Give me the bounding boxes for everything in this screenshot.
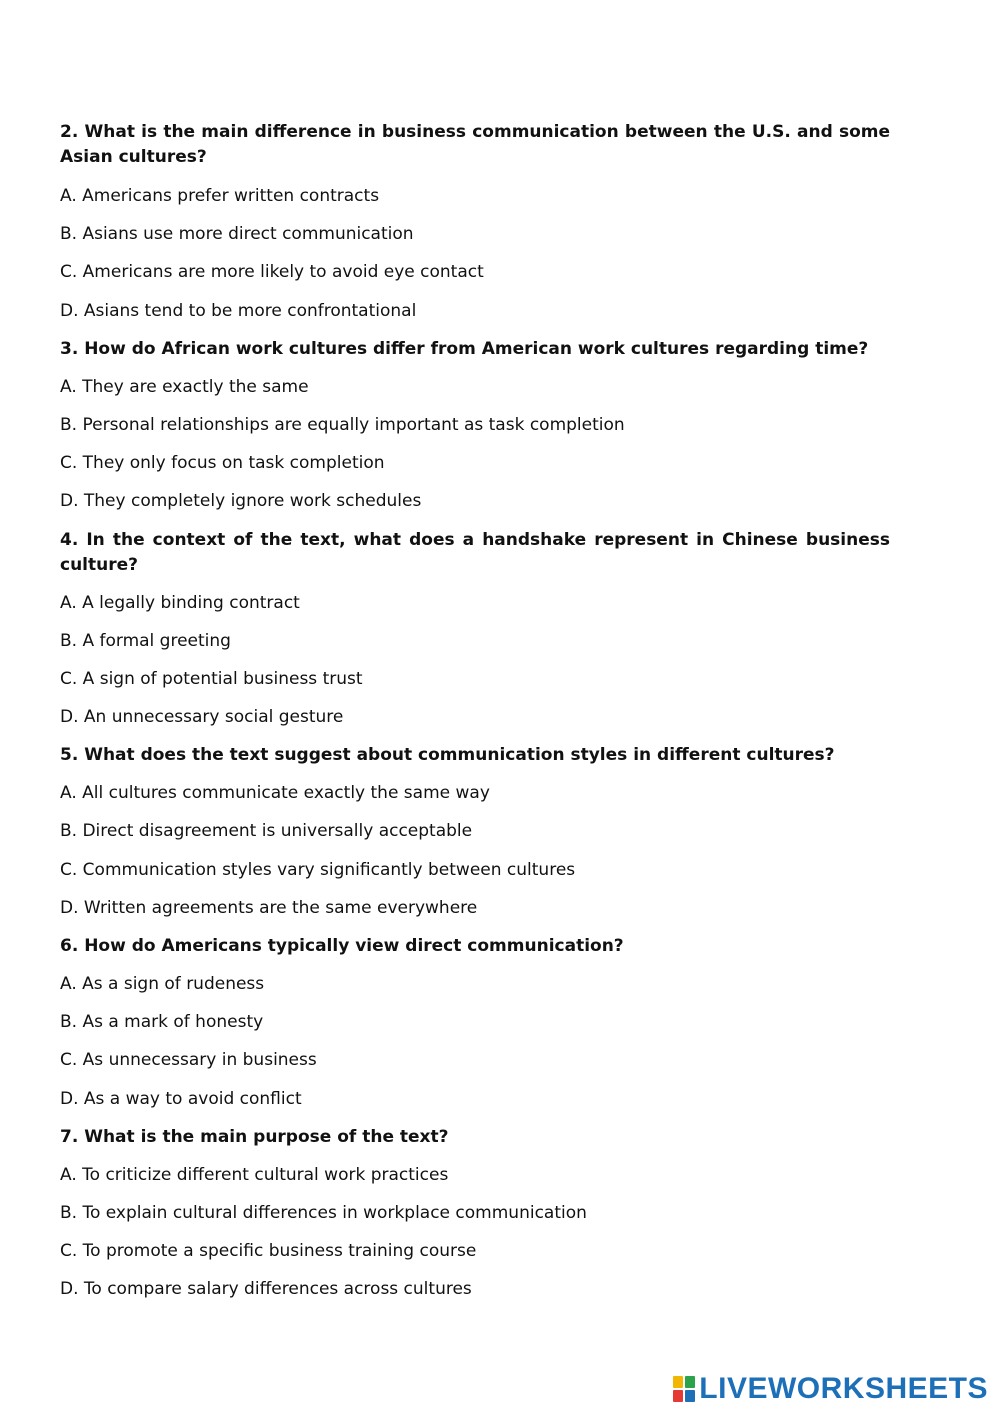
- question-5-option-c[interactable]: C. Communication styles vary significantly between cultures: [60, 859, 576, 880]
- question-6-option-b[interactable]: B. As a mark of honesty: [60, 1012, 264, 1033]
- question-2-option-b[interactable]: B. Asians use more direct communication: [60, 224, 414, 245]
- logo-square-green: [685, 1376, 695, 1388]
- question-3-option-d[interactable]: D. They completely ignore work schedules: [60, 491, 422, 512]
- question-7-text: 7. What is the main purpose of the text?: [60, 1126, 449, 1147]
- question-4-option-c[interactable]: C. A sign of potential business trust: [60, 668, 363, 689]
- logo-square-red: [673, 1390, 683, 1402]
- question-7-block: [60, 1125, 890, 1303]
- question-4-block: [60, 528, 890, 731]
- logo-square-yellow: [673, 1376, 683, 1388]
- question-2-option-a[interactable]: A. Americans prefer written contracts: [60, 186, 380, 206]
- question-2-option-c[interactable]: C. Americans are more likely to avoid eye contact: [60, 262, 484, 283]
- question-7-option-b[interactable]: B. To explain cultural differences in workplace communication: [60, 1202, 587, 1223]
- question-6-block: [60, 934, 890, 1112]
- question-4-option-b[interactable]: B. A formal greeting: [60, 630, 231, 651]
- question-4-option-a[interactable]: A. A legally binding contract: [60, 592, 300, 613]
- question-7-option-a[interactable]: A. To criticize different cultural work practices: [60, 1164, 449, 1185]
- worksheet-page: [60, 120, 890, 1316]
- liveworksheets-logo-text: LIVEWORKSHEETS: [699, 1372, 988, 1405]
- logo-square-blue: [685, 1390, 695, 1402]
- question-6-option-a[interactable]: A. As a sign of rudeness: [60, 974, 265, 994]
- liveworksheets-logo-icon: [673, 1376, 695, 1402]
- question-7-option-c[interactable]: C. To promote a specific business training course: [60, 1241, 477, 1262]
- question-5-option-d[interactable]: D. Written agreements are the same everywhere: [60, 897, 478, 918]
- question-3-text: 3. How do African work cultures differ from American work cultures regarding time?: [60, 338, 869, 359]
- question-7-option-d[interactable]: D. To compare salary differences across cultures: [60, 1279, 472, 1300]
- question-5-option-a[interactable]: A. All cultures communicate exactly the same way: [60, 783, 490, 804]
- question-4-text: 4. In the context of the text, what does a handshake represent in Chinese business culture?: [60, 529, 890, 575]
- question-3-block: [60, 337, 890, 515]
- question-4-option-d[interactable]: D. An unnecessary social gesture: [60, 707, 344, 728]
- liveworksheets-logo: [673, 1372, 988, 1406]
- question-2-option-d[interactable]: D. Asians tend to be more confrontational: [60, 300, 417, 321]
- question-6-text: 6. How do Americans typically view direct communication?: [60, 936, 624, 956]
- question-5-block: [60, 743, 890, 921]
- question-6-option-c[interactable]: C. As unnecessary in business: [60, 1050, 317, 1071]
- question-3-option-c[interactable]: C. They only focus on task completion: [60, 453, 385, 474]
- question-3-option-a[interactable]: A. They are exactly the same: [60, 376, 309, 397]
- question-3-option-b[interactable]: B. Personal relationships are equally important as task completion: [60, 414, 625, 435]
- question-6-option-d[interactable]: D. As a way to avoid conflict: [60, 1088, 302, 1109]
- question-2-text: 2. What is the main difference in business communication between the U.S. and some Asian cultures?: [60, 122, 890, 167]
- question-2-block: [60, 120, 890, 324]
- question-5-option-b[interactable]: B. Direct disagreement is universally acceptable: [60, 821, 473, 842]
- question-5-text: 5. What does the text suggest about communication styles in different cultures?: [60, 745, 835, 766]
